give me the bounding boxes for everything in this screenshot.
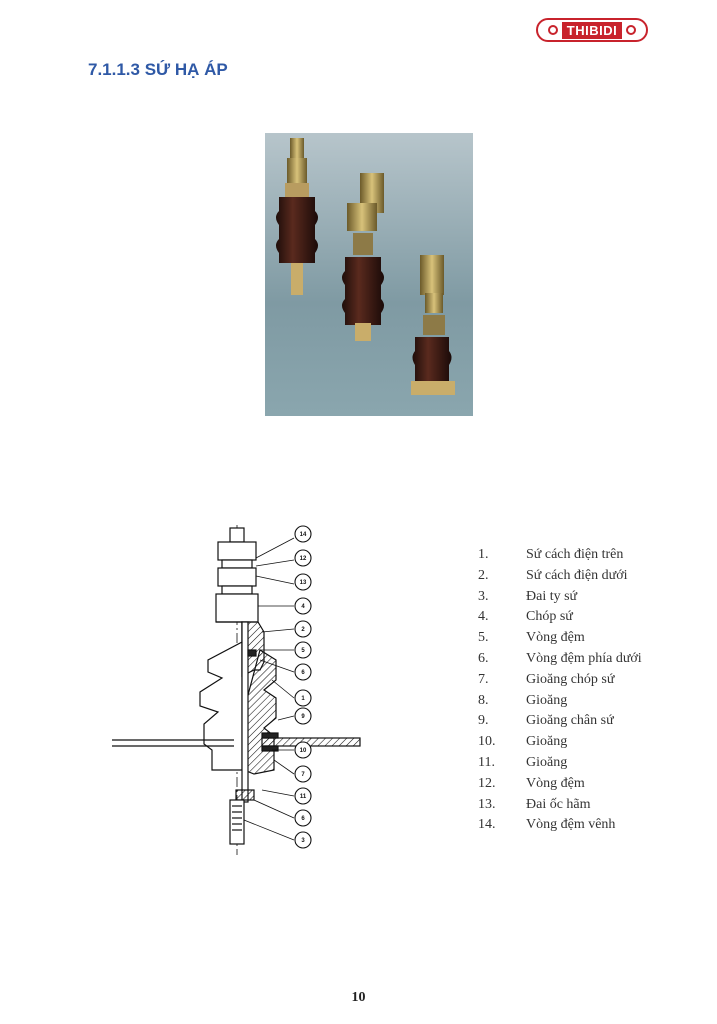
part-label: Gioăng chóp sứ — [526, 671, 615, 687]
callout-label: 6 — [301, 670, 305, 676]
callout-label: 11 — [299, 794, 307, 800]
callout-12 — [295, 550, 311, 566]
part-number: 10. — [478, 734, 496, 750]
callout-13 — [295, 574, 311, 590]
callout-label: 5 — [301, 648, 305, 654]
page-number: 10 — [351, 990, 366, 1005]
part-label: Chóp sứ — [526, 609, 573, 625]
part-number: 12. — [478, 775, 496, 791]
list-item — [478, 649, 642, 670]
part-label: Gioăng — [526, 692, 568, 708]
part-label: Vòng đệm phía dưới — [526, 650, 642, 666]
part-label: Vòng đệm — [526, 630, 585, 646]
callout-3 — [295, 832, 311, 848]
list-item — [478, 774, 642, 795]
part-label: Đai ty sứ — [526, 588, 578, 604]
part-number: 8. — [478, 692, 489, 708]
part-number: 6. — [478, 650, 489, 666]
part-label: Đai ốc hãm — [526, 796, 591, 812]
part-number: 3. — [478, 588, 489, 604]
callout-label: 6 — [301, 816, 305, 822]
callout-10 — [295, 742, 311, 758]
callout-label: 2 — [301, 627, 305, 633]
callout-2 — [295, 621, 311, 637]
list-item — [478, 795, 642, 816]
part-number: 11. — [478, 754, 495, 770]
logo-left-ring-icon — [548, 25, 558, 35]
list-item — [478, 587, 642, 608]
callout-11 — [295, 788, 311, 804]
callout-label: 1 — [301, 696, 305, 702]
list-item — [478, 566, 642, 587]
part-number: 13. — [478, 796, 496, 812]
logo-text: THIBIDI — [562, 22, 622, 39]
callout-6-upper — [295, 664, 311, 680]
callout-label: 13 — [299, 580, 307, 586]
part-label: Vòng đệm — [526, 775, 585, 791]
list-item — [478, 607, 642, 628]
callout-7 — [295, 766, 311, 782]
list-item — [478, 815, 642, 836]
callout-label: 7 — [301, 772, 305, 778]
part-number: 5. — [478, 630, 489, 646]
callout-label: 12 — [299, 556, 307, 562]
callout-9 — [295, 708, 311, 724]
callout-label: 9 — [301, 714, 305, 720]
part-number: 14. — [478, 817, 496, 833]
list-item — [478, 711, 642, 732]
callout-label: 3 — [301, 838, 305, 844]
list-item — [478, 732, 642, 753]
callout-label: 4 — [301, 604, 305, 610]
callout-label: 14 — [299, 532, 307, 538]
callout-5 — [295, 642, 311, 658]
list-item — [478, 753, 642, 774]
part-number: 7. — [478, 671, 489, 687]
part-label: Gioăng — [526, 754, 568, 770]
callout-label: 10 — [299, 748, 307, 754]
thibidi-logo — [536, 18, 648, 42]
list-item — [478, 691, 642, 712]
list-item — [478, 545, 642, 566]
callout-14 — [295, 526, 311, 542]
part-label: Sứ cách điện trên — [526, 547, 624, 562]
part-number: 4. — [478, 609, 489, 625]
part-number: 1. — [478, 547, 489, 562]
list-item — [478, 670, 642, 691]
bushing-cross-section-diagram — [112, 520, 367, 860]
part-label: Sứ cách điện dưới — [526, 567, 628, 583]
part-label: Gioăng chân sứ — [526, 713, 614, 729]
bushing-photo — [265, 133, 473, 416]
list-item — [478, 628, 642, 649]
part-number: 9. — [478, 713, 489, 729]
part-number: 2. — [478, 567, 489, 583]
section-heading: 7.1.1.3 SỨ HẠ ÁP — [88, 60, 228, 79]
callout-4 — [295, 598, 311, 614]
callout-1 — [295, 690, 311, 706]
callout-6-lower — [295, 810, 311, 826]
part-label: Vòng đệm vênh — [526, 817, 616, 833]
logo-right-ring-icon — [626, 25, 636, 35]
part-label: Gioăng — [526, 734, 568, 750]
parts-list — [478, 545, 642, 836]
